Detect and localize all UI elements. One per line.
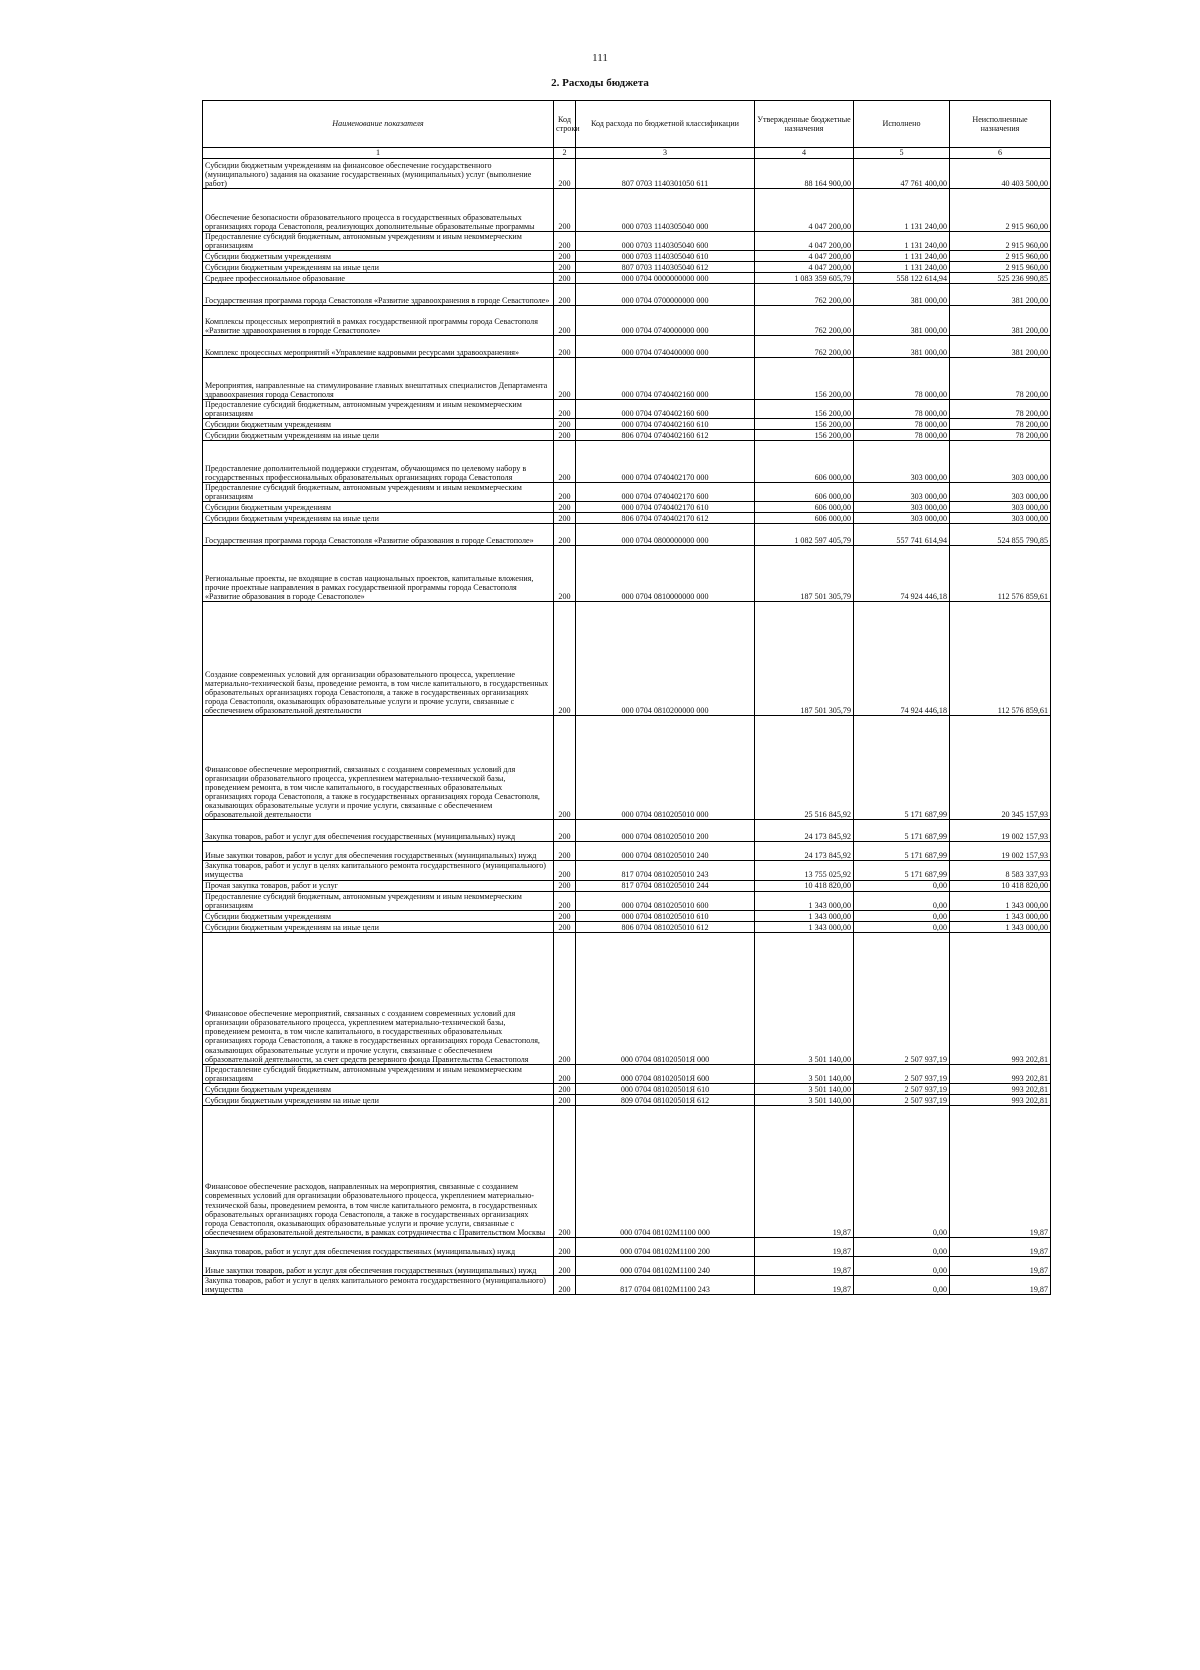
row-line-code: 200 <box>554 336 576 358</box>
table-row <box>203 1094 1051 1105</box>
row-classification-code: 806 0704 0740402160 612 <box>576 430 755 441</box>
row-remaining-amount: 78 200,00 <box>950 419 1051 430</box>
row-indicator-name: Субсидии бюджетным учреждениям <box>203 251 554 262</box>
row-executed-amount: 0,00 <box>854 891 950 910</box>
row-line-code: 200 <box>554 513 576 524</box>
column-number: 5 <box>854 148 950 159</box>
row-line-code: 200 <box>554 1094 576 1105</box>
row-executed-amount: 303 000,00 <box>854 441 950 483</box>
row-indicator-name: Субсидии бюджетным учреждениям на иные цели <box>203 262 554 273</box>
row-remaining-amount: 303 000,00 <box>950 483 1051 502</box>
table-row <box>203 932 1051 1064</box>
row-remaining-amount: 303 000,00 <box>950 441 1051 483</box>
row-indicator-name: Государственная программа города Севастополя «Развитие здравоохранения в городе Севастополе» <box>203 284 554 306</box>
row-remaining-amount: 381 200,00 <box>950 306 1051 336</box>
header-approved: Утвержденные бюджетные назначения <box>755 101 854 148</box>
row-approved-amount: 19,87 <box>755 1275 854 1294</box>
table-row <box>203 1275 1051 1294</box>
row-remaining-amount: 525 236 990,85 <box>950 273 1051 284</box>
row-classification-code: 000 0704 0740402170 600 <box>576 483 755 502</box>
row-executed-amount: 1 131 240,00 <box>854 232 950 251</box>
table-row <box>203 232 1051 251</box>
row-line-code: 200 <box>554 419 576 430</box>
row-remaining-amount: 78 200,00 <box>950 400 1051 419</box>
row-executed-amount: 0,00 <box>854 1275 950 1294</box>
row-line-code: 200 <box>554 602 576 716</box>
row-approved-amount: 606 000,00 <box>755 513 854 524</box>
table-row <box>203 1105 1051 1237</box>
table-row <box>203 820 1051 842</box>
row-approved-amount: 1 343 000,00 <box>755 891 854 910</box>
row-executed-amount: 2 507 937,19 <box>854 1083 950 1094</box>
table-row <box>203 441 1051 483</box>
header-executed: Исполнено <box>854 101 950 148</box>
column-number: 1 <box>203 148 554 159</box>
row-approved-amount: 156 200,00 <box>755 358 854 400</box>
row-executed-amount: 47 761 400,00 <box>854 159 950 189</box>
table-row <box>203 842 1051 861</box>
row-indicator-name: Региональные проекты, не входящие в состав национальных проектов, капитальные вложения, прочие проектные направления в рамках государственной программы города Севастополя «Развитие образования в городе Севастополе» <box>203 546 554 602</box>
row-executed-amount: 2 507 937,19 <box>854 1094 950 1105</box>
row-executed-amount: 1 131 240,00 <box>854 189 950 232</box>
table-row <box>203 419 1051 430</box>
row-executed-amount: 557 741 614,94 <box>854 524 950 546</box>
row-remaining-amount: 993 202,81 <box>950 1083 1051 1094</box>
row-indicator-name: Государственная программа города Севастополя «Развитие образования в городе Севастополе» <box>203 524 554 546</box>
row-remaining-amount: 112 576 859,61 <box>950 546 1051 602</box>
row-line-code: 200 <box>554 483 576 502</box>
row-classification-code: 000 0704 08102М1100 000 <box>576 1105 755 1237</box>
row-line-code: 200 <box>554 932 576 1064</box>
table-row <box>203 513 1051 524</box>
row-remaining-amount: 78 200,00 <box>950 430 1051 441</box>
row-remaining-amount: 19,87 <box>950 1237 1051 1256</box>
table-row <box>203 602 1051 716</box>
row-remaining-amount: 381 200,00 <box>950 336 1051 358</box>
row-classification-code: 000 0704 0810205010 610 <box>576 910 755 921</box>
row-line-code: 200 <box>554 306 576 336</box>
row-remaining-amount: 2 915 960,00 <box>950 189 1051 232</box>
row-indicator-name: Субсидии бюджетным учреждениям <box>203 1083 554 1094</box>
row-line-code: 200 <box>554 1083 576 1094</box>
row-remaining-amount: 303 000,00 <box>950 502 1051 513</box>
row-executed-amount: 303 000,00 <box>854 483 950 502</box>
row-indicator-name: Субсидии бюджетным учреждениям на иные цели <box>203 1094 554 1105</box>
row-line-code: 200 <box>554 189 576 232</box>
row-approved-amount: 606 000,00 <box>755 502 854 513</box>
table-row <box>203 306 1051 336</box>
table-row <box>203 1256 1051 1275</box>
table-row <box>203 1064 1051 1083</box>
row-line-code: 200 <box>554 820 576 842</box>
row-remaining-amount: 40 403 500,00 <box>950 159 1051 189</box>
row-executed-amount: 5 171 687,99 <box>854 842 950 861</box>
row-classification-code: 000 0704 0810000000 000 <box>576 546 755 602</box>
row-approved-amount: 19,87 <box>755 1256 854 1275</box>
row-classification-code: 000 0704 08102М1100 240 <box>576 1256 755 1275</box>
row-remaining-amount: 2 915 960,00 <box>950 232 1051 251</box>
row-line-code: 200 <box>554 251 576 262</box>
row-classification-code: 000 0704 081020501Я 000 <box>576 932 755 1064</box>
row-line-code: 200 <box>554 159 576 189</box>
row-approved-amount: 19,87 <box>755 1105 854 1237</box>
row-classification-code: 000 0704 0810200000 000 <box>576 602 755 716</box>
row-approved-amount: 4 047 200,00 <box>755 189 854 232</box>
header-line-code: Код строки <box>554 101 576 148</box>
table-row <box>203 1237 1051 1256</box>
row-executed-amount: 0,00 <box>854 1237 950 1256</box>
row-classification-code: 000 0704 08102М1100 200 <box>576 1237 755 1256</box>
row-line-code: 200 <box>554 880 576 891</box>
row-executed-amount: 558 122 614,94 <box>854 273 950 284</box>
row-indicator-name: Создание современных условий для организации образовательного процесса, укрепление материально-технической базы, проведение ремонта, в том числе капитального, в государственных образовательных организациях города Севастополя, а также в государственных организациях города Севастополя, оказывающих образовательные услуги и прочие услуги, связанные с обеспечением образовательной деятельности <box>203 602 554 716</box>
table-row <box>203 400 1051 419</box>
row-classification-code: 000 0704 0740402160 610 <box>576 419 755 430</box>
row-remaining-amount: 19 002 157,93 <box>950 842 1051 861</box>
row-remaining-amount: 112 576 859,61 <box>950 602 1051 716</box>
row-executed-amount: 74 924 446,18 <box>854 546 950 602</box>
row-executed-amount: 78 000,00 <box>854 358 950 400</box>
row-approved-amount: 24 173 845,92 <box>755 820 854 842</box>
header-classification-code: Код расхода по бюджетной классификации <box>576 101 755 148</box>
column-number: 3 <box>576 148 755 159</box>
row-line-code: 200 <box>554 284 576 306</box>
row-classification-code: 000 0704 0740400000 000 <box>576 336 755 358</box>
row-indicator-name: Субсидии бюджетным учреждениям <box>203 910 554 921</box>
header-row <box>203 101 1051 148</box>
row-classification-code: 000 0704 081020501Я 610 <box>576 1083 755 1094</box>
table-row <box>203 251 1051 262</box>
row-indicator-name: Комплексы процессных мероприятий в рамках государственной программы города Севастополя «Развитие здравоохранения в городе Севастополе» <box>203 306 554 336</box>
row-indicator-name: Закупка товаров, работ и услуг в целях капитального ремонта государственного (муниципального) имущества <box>203 1275 554 1294</box>
row-approved-amount: 4 047 200,00 <box>755 262 854 273</box>
row-classification-code: 807 0703 1140305040 612 <box>576 262 755 273</box>
row-approved-amount: 762 200,00 <box>755 306 854 336</box>
row-approved-amount: 4 047 200,00 <box>755 232 854 251</box>
row-indicator-name: Предоставление субсидий бюджетным, автономным учреждениям и иным некоммерческим организациям <box>203 1064 554 1083</box>
row-indicator-name: Предоставление субсидий бюджетным, автономным учреждениям и иным некоммерческим организациям <box>203 400 554 419</box>
row-approved-amount: 88 164 900,00 <box>755 159 854 189</box>
table-row <box>203 546 1051 602</box>
row-indicator-name: Финансовое обеспечение мероприятий, связанных с созданием современных условий для организации образовательного процесса, укреплением материально-технической базы, проведением ремонта, в том числе капитального, в государственных образовательных организациях города Севастополя, а также в государственных организациях города Севастополя, оказывающих образовательные услуги и прочие услуги, связанные с обеспечением образовательной деятельности <box>203 716 554 820</box>
row-approved-amount: 762 200,00 <box>755 284 854 306</box>
row-remaining-amount: 19,87 <box>950 1105 1051 1237</box>
row-remaining-amount: 10 418 820,00 <box>950 880 1051 891</box>
row-line-code: 200 <box>554 861 576 880</box>
row-classification-code: 000 0704 0740402170 000 <box>576 441 755 483</box>
row-indicator-name: Иные закупки товаров, работ и услуг для обеспечения государственных (муниципальных) нужд <box>203 1256 554 1275</box>
row-executed-amount: 0,00 <box>854 1105 950 1237</box>
table-row <box>203 336 1051 358</box>
budget-expenses-table <box>202 100 1051 1295</box>
table-row <box>203 861 1051 880</box>
row-indicator-name: Комплекс процессных мероприятий «Управление кадровыми ресурсами здравоохранения» <box>203 336 554 358</box>
row-indicator-name: Предоставление субсидий бюджетным, автономным учреждениям и иным некоммерческим организациям <box>203 232 554 251</box>
row-line-code: 200 <box>554 891 576 910</box>
row-indicator-name: Среднее профессиональное образование <box>203 273 554 284</box>
row-remaining-amount: 381 200,00 <box>950 284 1051 306</box>
table-row <box>203 524 1051 546</box>
row-line-code: 200 <box>554 1256 576 1275</box>
row-line-code: 200 <box>554 262 576 273</box>
section-heading: 2. Расходы бюджета <box>551 77 649 89</box>
row-remaining-amount: 1 343 000,00 <box>950 891 1051 910</box>
row-approved-amount: 1 082 597 405,79 <box>755 524 854 546</box>
row-approved-amount: 3 501 140,00 <box>755 932 854 1064</box>
row-classification-code: 000 0704 0740000000 000 <box>576 306 755 336</box>
row-indicator-name: Субсидии бюджетным учреждениям на иные цели <box>203 430 554 441</box>
row-line-code: 200 <box>554 441 576 483</box>
row-indicator-name: Иные закупки товаров, работ и услуг для обеспечения государственных (муниципальных) нужд <box>203 842 554 861</box>
table-row <box>203 284 1051 306</box>
row-remaining-amount: 19,87 <box>950 1275 1051 1294</box>
row-approved-amount: 762 200,00 <box>755 336 854 358</box>
row-classification-code: 000 0704 0740402160 600 <box>576 400 755 419</box>
row-indicator-name: Субсидии бюджетным учреждениям на финансовое обеспечение государственного (муниципального) задания на оказание государственных (муниципальных) услуг (выполнение работ) <box>203 159 554 189</box>
row-line-code: 200 <box>554 1275 576 1294</box>
column-number: 2 <box>554 148 576 159</box>
row-indicator-name: Финансовое обеспечение мероприятий, связанных с созданием современных условий для организации образовательного процесса, укреплением материально-технической базы, проведением ремонта, в том числе капитального, в государственных образовательных организациях города Севастополя, а также в государственных организациях города Севастополя, оказывающих образовательные услуги и прочие услуги, связанные с обеспечением образовательной деятельности, за счет средств резервного фонда Правительства Севастополя <box>203 932 554 1064</box>
row-line-code: 200 <box>554 524 576 546</box>
row-classification-code: 000 0704 0810205010 200 <box>576 820 755 842</box>
row-executed-amount: 78 000,00 <box>854 400 950 419</box>
row-approved-amount: 19,87 <box>755 1237 854 1256</box>
table-body <box>203 159 1051 1295</box>
row-indicator-name: Предоставление дополнительной поддержки студентам, обучающимся по целевому набору в государственных профессиональных образовательных организациях города Севастополя <box>203 441 554 483</box>
row-classification-code: 000 0704 0000000000 000 <box>576 273 755 284</box>
row-indicator-name: Закупка товаров, работ и услуг в целях капитального ремонта государственного (муниципального) имущества <box>203 861 554 880</box>
row-approved-amount: 606 000,00 <box>755 483 854 502</box>
row-line-code: 200 <box>554 546 576 602</box>
header-remaining: Неисполненные назначения <box>950 101 1051 148</box>
table-row <box>203 716 1051 820</box>
row-classification-code: 000 0703 1140305040 610 <box>576 251 755 262</box>
row-indicator-name: Предоставление субсидий бюджетным, автономным учреждениям и иным некоммерческим организациям <box>203 483 554 502</box>
row-classification-code: 817 0704 08102М1100 243 <box>576 1275 755 1294</box>
row-classification-code: 000 0704 0700000000 000 <box>576 284 755 306</box>
row-line-code: 200 <box>554 400 576 419</box>
row-approved-amount: 156 200,00 <box>755 419 854 430</box>
table-row <box>203 880 1051 891</box>
row-classification-code: 806 0704 0810205010 612 <box>576 921 755 932</box>
row-classification-code: 000 0704 0810205010 600 <box>576 891 755 910</box>
row-indicator-name: Субсидии бюджетным учреждениям на иные цели <box>203 921 554 932</box>
row-classification-code: 000 0704 0800000000 000 <box>576 524 755 546</box>
row-executed-amount: 381 000,00 <box>854 336 950 358</box>
row-remaining-amount: 1 343 000,00 <box>950 910 1051 921</box>
row-indicator-name: Финансовое обеспечение расходов, направленных на мероприятия, связанные с созданием современных условий для организации образовательного процесса, укреплением материально-технической базы, проведением ремонта, в том числе капитального ремонта, в государственных образовательных организациях города Севастополя, а также в государственных организациях города Севастополя, оказывающих образовательные услуги и прочие услуги, связанные с обеспечением образовательной деятельности, в рамках сотрудничества с Правительством Москвы <box>203 1105 554 1237</box>
row-approved-amount: 156 200,00 <box>755 430 854 441</box>
row-approved-amount: 187 501 305,79 <box>755 602 854 716</box>
row-classification-code: 000 0704 0810205010 240 <box>576 842 755 861</box>
row-approved-amount: 24 173 845,92 <box>755 842 854 861</box>
row-executed-amount: 5 171 687,99 <box>854 861 950 880</box>
row-classification-code: 000 0704 081020501Я 600 <box>576 1064 755 1083</box>
row-line-code: 200 <box>554 358 576 400</box>
row-executed-amount: 381 000,00 <box>854 284 950 306</box>
row-remaining-amount: 2 915 960,00 <box>950 251 1051 262</box>
table-row <box>203 502 1051 513</box>
row-approved-amount: 1 083 359 605,79 <box>755 273 854 284</box>
row-executed-amount: 0,00 <box>854 880 950 891</box>
column-number-row <box>203 148 1051 159</box>
row-classification-code: 817 0704 0810205010 243 <box>576 861 755 880</box>
row-executed-amount: 74 924 446,18 <box>854 602 950 716</box>
table-row <box>203 189 1051 232</box>
row-classification-code: 000 0704 0740402170 610 <box>576 502 755 513</box>
row-approved-amount: 10 418 820,00 <box>755 880 854 891</box>
row-line-code: 200 <box>554 842 576 861</box>
row-executed-amount: 2 507 937,19 <box>854 932 950 1064</box>
table-row <box>203 273 1051 284</box>
row-classification-code: 807 0703 1140301050 611 <box>576 159 755 189</box>
row-approved-amount: 25 516 845,92 <box>755 716 854 820</box>
column-number: 6 <box>950 148 1051 159</box>
row-approved-amount: 187 501 305,79 <box>755 546 854 602</box>
row-remaining-amount: 78 200,00 <box>950 358 1051 400</box>
row-approved-amount: 3 501 140,00 <box>755 1083 854 1094</box>
row-indicator-name: Предоставление субсидий бюджетным, автономным учреждениям и иным некоммерческим организациям <box>203 891 554 910</box>
row-executed-amount: 5 171 687,99 <box>854 716 950 820</box>
row-line-code: 200 <box>554 430 576 441</box>
row-executed-amount: 78 000,00 <box>854 419 950 430</box>
row-classification-code: 806 0704 0740402170 612 <box>576 513 755 524</box>
row-remaining-amount: 993 202,81 <box>950 1064 1051 1083</box>
row-classification-code: 000 0703 1140305040 000 <box>576 189 755 232</box>
row-approved-amount: 3 501 140,00 <box>755 1064 854 1083</box>
row-line-code: 200 <box>554 1064 576 1083</box>
row-executed-amount: 0,00 <box>854 1256 950 1275</box>
row-line-code: 200 <box>554 273 576 284</box>
table-row <box>203 483 1051 502</box>
row-approved-amount: 156 200,00 <box>755 400 854 419</box>
row-approved-amount: 606 000,00 <box>755 441 854 483</box>
row-executed-amount: 1 131 240,00 <box>854 262 950 273</box>
row-indicator-name: Прочая закупка товаров, работ и услуг <box>203 880 554 891</box>
row-indicator-name: Закупка товаров, работ и услуг для обеспечения государственных (муниципальных) нужд <box>203 1237 554 1256</box>
header-indicator-name: Наименование показателя <box>203 101 554 148</box>
row-executed-amount: 0,00 <box>854 921 950 932</box>
row-indicator-name: Субсидии бюджетным учреждениям <box>203 502 554 513</box>
row-executed-amount: 303 000,00 <box>854 513 950 524</box>
row-executed-amount: 2 507 937,19 <box>854 1064 950 1083</box>
row-executed-amount: 381 000,00 <box>854 306 950 336</box>
row-classification-code: 809 0704 081020501Я 612 <box>576 1094 755 1105</box>
table-row <box>203 358 1051 400</box>
table-row <box>203 891 1051 910</box>
row-executed-amount: 5 171 687,99 <box>854 820 950 842</box>
row-classification-code: 000 0703 1140305040 600 <box>576 232 755 251</box>
row-indicator-name: Субсидии бюджетным учреждениям на иные цели <box>203 513 554 524</box>
row-executed-amount: 78 000,00 <box>854 430 950 441</box>
row-executed-amount: 1 131 240,00 <box>854 251 950 262</box>
row-approved-amount: 3 501 140,00 <box>755 1094 854 1105</box>
row-executed-amount: 0,00 <box>854 910 950 921</box>
row-indicator-name: Субсидии бюджетным учреждениям <box>203 419 554 430</box>
row-remaining-amount: 993 202,81 <box>950 932 1051 1064</box>
row-remaining-amount: 2 915 960,00 <box>950 262 1051 273</box>
table-row <box>203 262 1051 273</box>
table-row <box>203 430 1051 441</box>
row-line-code: 200 <box>554 1237 576 1256</box>
row-line-code: 200 <box>554 716 576 820</box>
page-number: 111 <box>592 52 608 64</box>
row-classification-code: 817 0704 0810205010 244 <box>576 880 755 891</box>
table-row <box>203 159 1051 189</box>
row-indicator-name: Обеспечение безопасности образовательного процесса в государственных образовательных организациях города Севастополя, реализующих дополнительные образовательные программы <box>203 189 554 232</box>
row-remaining-amount: 8 583 337,93 <box>950 861 1051 880</box>
table-row <box>203 910 1051 921</box>
row-approved-amount: 1 343 000,00 <box>755 921 854 932</box>
row-approved-amount: 4 047 200,00 <box>755 251 854 262</box>
row-indicator-name: Мероприятия, направленные на стимулирование главных внештатных специалистов Департамента здравоохранения города Севастополя <box>203 358 554 400</box>
row-executed-amount: 303 000,00 <box>854 502 950 513</box>
row-line-code: 200 <box>554 232 576 251</box>
row-remaining-amount: 19,87 <box>950 1256 1051 1275</box>
row-approved-amount: 13 755 025,92 <box>755 861 854 880</box>
row-remaining-amount: 1 343 000,00 <box>950 921 1051 932</box>
row-remaining-amount: 993 202,81 <box>950 1094 1051 1105</box>
row-line-code: 200 <box>554 1105 576 1237</box>
row-indicator-name: Закупка товаров, работ и услуг для обеспечения государственных (муниципальных) нужд <box>203 820 554 842</box>
row-approved-amount: 1 343 000,00 <box>755 910 854 921</box>
row-line-code: 200 <box>554 502 576 513</box>
row-classification-code: 000 0704 0740402160 000 <box>576 358 755 400</box>
row-classification-code: 000 0704 0810205010 000 <box>576 716 755 820</box>
row-remaining-amount: 20 345 157,93 <box>950 716 1051 820</box>
row-remaining-amount: 19 002 157,93 <box>950 820 1051 842</box>
table-row <box>203 921 1051 932</box>
row-line-code: 200 <box>554 921 576 932</box>
row-remaining-amount: 524 855 790,85 <box>950 524 1051 546</box>
column-number: 4 <box>755 148 854 159</box>
table-row <box>203 1083 1051 1094</box>
row-line-code: 200 <box>554 910 576 921</box>
row-remaining-amount: 303 000,00 <box>950 513 1051 524</box>
